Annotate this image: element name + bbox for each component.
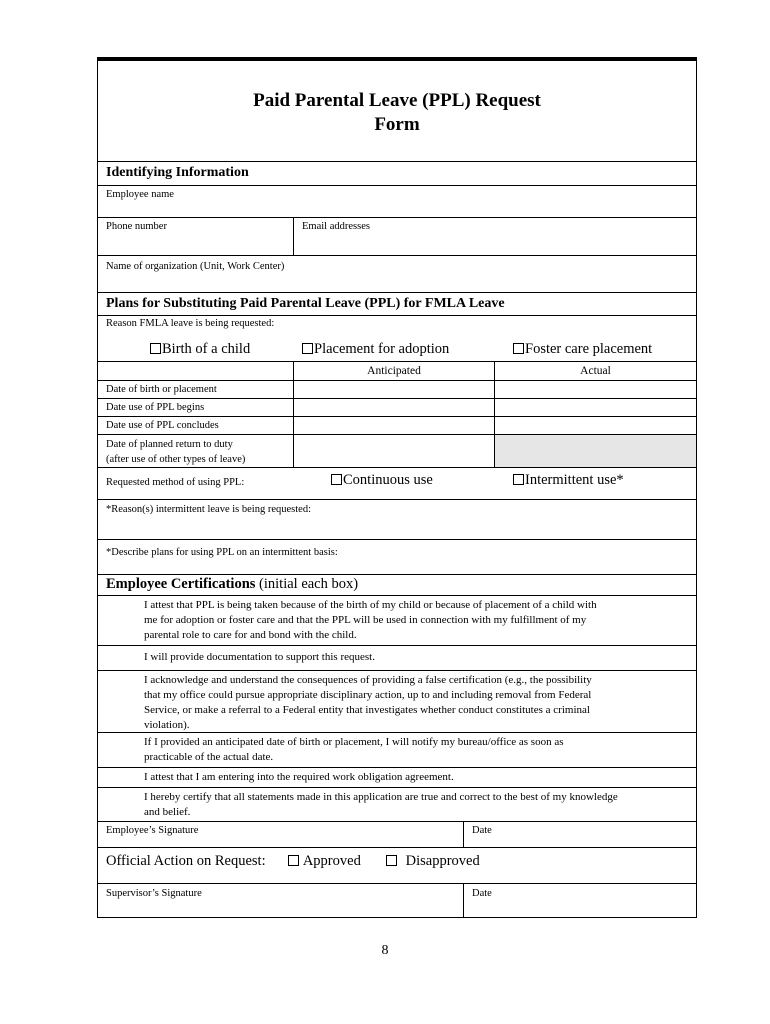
- plans-header: [98, 292, 696, 315]
- return-date-label-line-1: Date of planned return to duty: [106, 439, 233, 450]
- employee-signature-field[interactable]: [98, 822, 463, 847]
- return-date-label-line-2: (after use of other types of leave): [106, 454, 246, 465]
- cert-line: that my office could pursue appropriate disciplinary action, up to and including removal from Federal: [144, 689, 592, 701]
- cert-line: I attest that I am entering into the required work obligation agreement.: [144, 771, 454, 783]
- cert-line: violation).: [144, 719, 190, 731]
- ppl-request-form: [97, 57, 697, 918]
- employee-signature-label: Employee’s Signature: [106, 825, 199, 836]
- certification-text: [98, 646, 696, 665]
- date-row-return: [98, 434, 696, 467]
- birth-option-label: Birth of a child: [162, 341, 251, 357]
- certification-item[interactable]: [98, 732, 696, 767]
- phone-field[interactable]: [98, 218, 293, 255]
- cert-line: I attest that PPL is being taken because of the birth of my child or because of placement of a child with: [144, 599, 597, 611]
- continuous-option[interactable]: [331, 472, 433, 489]
- disapproved-option[interactable]: [386, 853, 480, 870]
- certification-text: [98, 788, 696, 820]
- foster-option[interactable]: [513, 341, 652, 358]
- cert-line: I acknowledge and understand the consequences of providing a false certification (e.g., the possibility: [144, 674, 592, 686]
- employee-date-label: Date: [472, 825, 492, 836]
- certification-item[interactable]: [98, 787, 696, 821]
- certifications-title: Employee Certifications: [106, 576, 256, 592]
- supervisor-date-label: Date: [472, 888, 492, 899]
- approved-checkbox[interactable]: [288, 855, 299, 866]
- certification-text: [98, 733, 696, 765]
- cert-line: I will provide documentation to support this request.: [144, 651, 375, 663]
- identifying-heading: Identifying Information: [106, 165, 249, 180]
- official-action-label: Official Action on Request:: [106, 853, 266, 869]
- method-label: Requested method of using PPL:: [106, 477, 245, 488]
- employee-date-field[interactable]: [463, 822, 696, 847]
- date-table-header: [98, 361, 696, 380]
- title-line-1: Paid Parental Leave (PPL) Request: [253, 90, 541, 111]
- supervisor-signature-row: [98, 883, 696, 917]
- continuous-option-label: Continuous use: [343, 472, 433, 488]
- certification-text: [98, 671, 696, 733]
- actual-header: Actual: [494, 362, 696, 380]
- anticipated-begin-date[interactable]: [293, 399, 494, 416]
- date-row-label: Date use of PPL concludes: [106, 420, 219, 431]
- certification-item[interactable]: [98, 670, 696, 732]
- certifications-header: [98, 574, 696, 595]
- title-line-2: Form: [374, 114, 420, 135]
- certification-item[interactable]: [98, 645, 696, 670]
- anticipated-conclude-date[interactable]: [293, 417, 494, 434]
- cert-line: practicable of the actual date.: [144, 751, 274, 763]
- identifying-header: [98, 161, 696, 185]
- approved-label: Approved: [302, 853, 361, 869]
- intermittent-plans-label: *Describe plans for using PPL on an intermittent basis:: [106, 547, 338, 558]
- cert-line: parental role to care for and bond with the child.: [144, 629, 357, 641]
- adoption-checkbox[interactable]: [302, 343, 313, 354]
- intermittent-plans-field[interactable]: [98, 539, 696, 574]
- reason-row: [98, 315, 696, 361]
- method-row: [98, 467, 696, 499]
- cert-line: If I provided an anticipated date of birth or placement, I will notify my bureau/office as soon as: [144, 736, 564, 748]
- approved-option[interactable]: [288, 853, 361, 870]
- certifications-note: (initial each box): [259, 576, 359, 592]
- email-field[interactable]: [293, 218, 696, 255]
- supervisor-signature-label: Supervisor’s Signature: [106, 888, 202, 899]
- actual-conclude-date[interactable]: [494, 417, 696, 434]
- organization-label: Name of organization (Unit, Work Center): [106, 261, 285, 272]
- certification-item[interactable]: [98, 595, 696, 645]
- employee-signature-row: [98, 821, 696, 847]
- birth-option[interactable]: [150, 341, 250, 358]
- cert-line: and belief.: [144, 806, 191, 818]
- cert-line: Service, or make a referral to a Federal entity that investigates whether conduct constitutes a criminal: [144, 704, 590, 716]
- foster-checkbox[interactable]: [513, 343, 524, 354]
- foster-option-label: Foster care placement: [525, 341, 653, 357]
- date-row-label: Date use of PPL begins: [106, 402, 205, 413]
- organization-field[interactable]: [98, 255, 696, 292]
- anticipated-return-date[interactable]: [293, 435, 494, 467]
- adoption-option[interactable]: [302, 341, 449, 358]
- plans-heading: Plans for Substituting Paid Parental Leave (PPL) for FMLA Leave: [106, 296, 505, 311]
- date-row-birth: [98, 380, 696, 398]
- form-title: [98, 61, 696, 161]
- anticipated-header: Anticipated: [293, 362, 494, 380]
- supervisor-signature-field[interactable]: [98, 884, 463, 917]
- intermittent-reason-label: *Reason(s) intermittent leave is being requested:: [106, 504, 311, 515]
- cert-line: me for adoption or foster care and that the PPL will be used in connection with my fulfillment of my: [144, 614, 587, 626]
- intermittent-option-label: Intermittent use*: [525, 472, 624, 488]
- phone-label: Phone number: [106, 221, 167, 232]
- certification-text: [98, 596, 696, 643]
- certifications-heading: [98, 575, 696, 593]
- employee-name-field[interactable]: [98, 185, 696, 217]
- reason-label: Reason FMLA leave is being requested:: [106, 318, 275, 329]
- intermittent-checkbox[interactable]: [513, 474, 524, 485]
- continuous-checkbox[interactable]: [331, 474, 342, 485]
- certification-text: [98, 768, 696, 785]
- supervisor-date-field[interactable]: [463, 884, 696, 917]
- date-row-begins: [98, 398, 696, 416]
- date-row-concludes: [98, 416, 696, 434]
- disapproved-checkbox[interactable]: [386, 855, 397, 866]
- page-number: 8: [381, 943, 389, 958]
- actual-return-date-shaded: [494, 435, 696, 467]
- certification-item[interactable]: [98, 767, 696, 787]
- cert-line: I hereby certify that all statements made in this application are true and correct to the best of my knowledge: [144, 791, 618, 803]
- intermittent-option[interactable]: [513, 472, 624, 489]
- email-label: Email addresses: [302, 221, 370, 232]
- birth-checkbox[interactable]: [150, 343, 161, 354]
- adoption-option-label: Placement for adoption: [314, 341, 450, 357]
- employee-name-label: Employee name: [106, 189, 174, 200]
- intermittent-reason-field[interactable]: [98, 499, 696, 539]
- official-action-row: [98, 847, 696, 883]
- actual-begin-date[interactable]: [494, 399, 696, 416]
- disapproved-label: Disapproved: [405, 853, 480, 869]
- anticipated-birth-date[interactable]: [293, 381, 494, 398]
- date-row-label: Date of birth or placement: [106, 384, 217, 395]
- contact-row: [98, 217, 696, 255]
- actual-birth-date[interactable]: [494, 381, 696, 398]
